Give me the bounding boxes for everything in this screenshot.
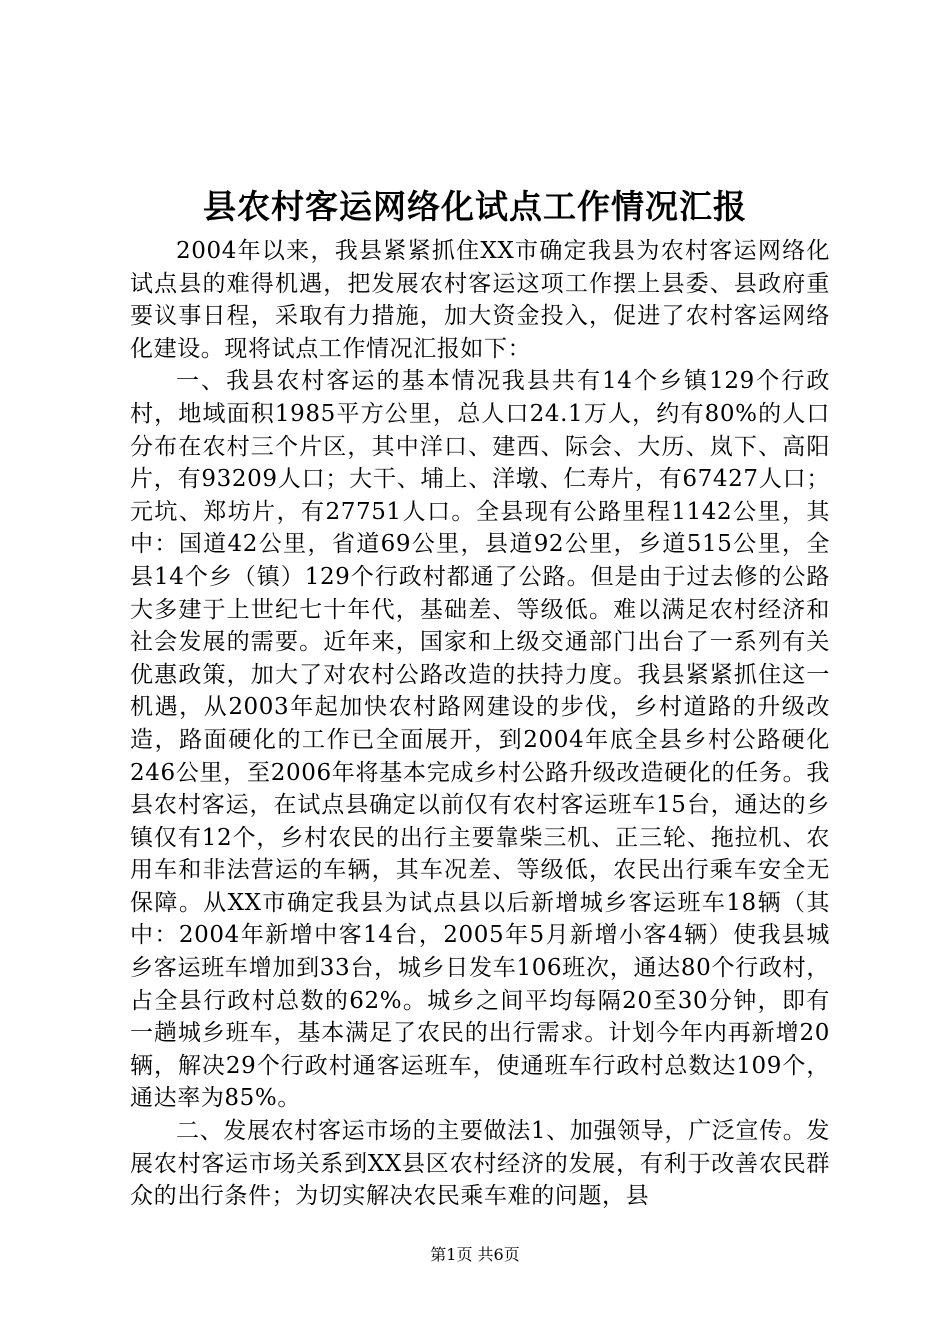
paragraph-section-1: 一、我县农村客运的基本情况我县共有14个乡镇129个行政村，地域面积1985平方公里，总人口24.1万人，约有80%的人口分布在农村三个片区，其中洋口、建西、际会、大历、岚下、高阳片，有93209人口；大干、埔上、洋墩、仁寿片，有67427人口；元坑、郑坊片，有27751人口。全县现有公路里程1142公里，其中：国道42公里，省道69公里，县道92公里，乡道515公里，全县14个乡（镇）129个行政村都通了公路。但是由于过去修的公路大多建于上世纪七十年代，基础差、等级低。难以满足农村经济和社会发展的需要。近年来，国家和上级交通部门出台了一系列有关优惠政策，加大了对农村公路改造的扶持力度。我县紧紧抓住这一机遇，从2003年起加快农村路网建设的步伐，乡村道路的升级改造，路面硬化的工作已全面展开，到2004年底全县乡村公路硬化246公里，至2006年将基本完成乡村公路升级改造硬化的任务。我县农村客运，在试点县确定以前仅有农村客运班车15台，通达的乡镇仅有12个，乡村农民的出行主要靠柴三机、正三轮、拖拉机、农用车和非法营运的车辆，其车况差、等级低，农民出行乘车安全无保障。从XX市确定我县为试点县以后新增城乡客运班车18辆（其中：2004年新增中客14台，2005年5月新增小客4辆）使我县城乡客运班车增加到33台，城乡日发车106班次，通达80个行政村，占全县行政村总数的62%。城乡之间平均每隔20至30分钟，即有一趟城乡班车，基本满足了农民的出行需求。计划今年内再新增20辆，解决29个行政村通客运班车，使通班车行政村总数达109个，通达率为85%。 xyxy=(130,368,830,1112)
document-title: 县农村客运网络化试点工作情况汇报 xyxy=(203,187,747,226)
page-footer: 第1页 共6页 xyxy=(430,1245,520,1264)
paragraph-intro: 2004年以来，我县紧紧抓住XX市确定我县为农村客运网络化试点县的难得机遇，把发展农村客运这项工作摆上县委、县政府重要议事日程，采取有力措施，加大资金投入，促进了农村客运网络化建设。现将试点工作情况汇报如下： xyxy=(130,238,830,362)
paragraph-section-2: 二、发展农村客运市场的主要做法1、加强领导，广泛宣传。发展农村客运市场关系到XX县区农村经济的发展，有利于改善农民群众的出行条件；为切实解决农民乘车难的问题，县 xyxy=(130,1118,830,1210)
document-body xyxy=(130,235,830,1213)
